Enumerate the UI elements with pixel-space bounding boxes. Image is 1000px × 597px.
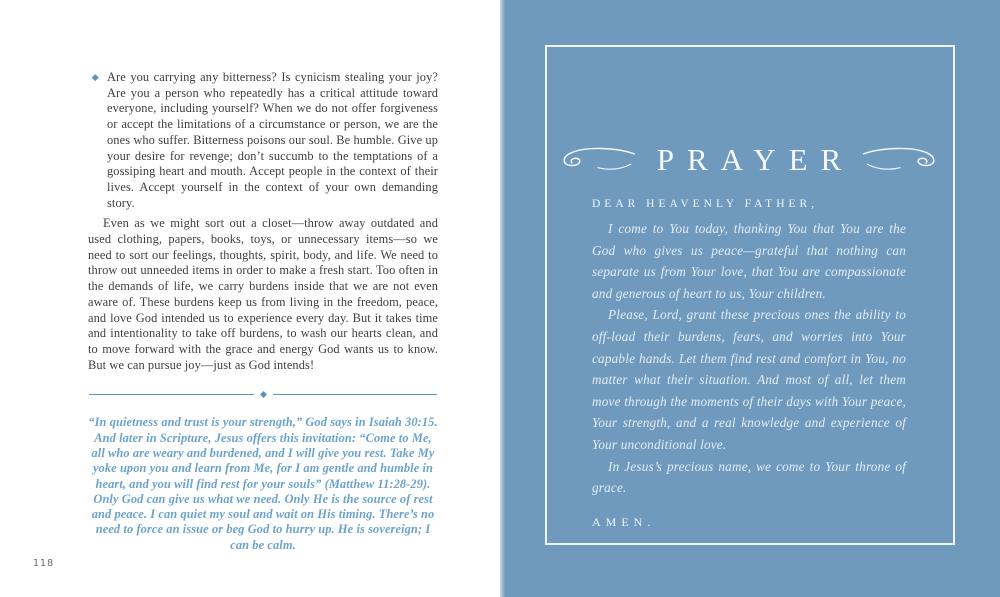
- bullet-diamond-icon: [92, 74, 98, 80]
- divider-line-right: [273, 394, 438, 395]
- bullet-paragraph-text: Are you carrying any bitterness? Is cynicism stealing your joy? Are you a person who repeatedly has a critical attitude toward everyone, including yourself? When we do not offer forgiveness or accept the limitations of a circumstance or person, we are the ones who suffer. Bitterness poisons our soul. Be humble. Give up your desire for revenge; don’t succumb to the temptations of a gossiping heart and mouth. Accept people in the context of their lives. Accept yourself in the context of your own demanding story.: [107, 70, 438, 210]
- prayer-title-row: [592, 140, 906, 178]
- divider-line-left: [89, 394, 254, 395]
- bullet-paragraph: [88, 70, 438, 211]
- left-page-text-column: [88, 70, 438, 565]
- section-divider: [89, 392, 437, 397]
- divider-diamond-icon: [259, 391, 266, 398]
- flourish-left-icon: [558, 144, 636, 174]
- prayer-title: PRAYER: [656, 141, 855, 177]
- scripture-quote-paragraph: “In quietness and trust is your strength,” God says in Isaiah 30:15. And later in Scripture, Jesus offers this invitation: “Come to Me, all who are weary and burdened, and I will give you rest. Take My yoke upon you and learn from Me, for I am gentle and humble in heart, and you will find rest for your souls” (Matthew 11:28-29). Only God can give us what we need. Only He is the source of rest and peace. I can quiet my soul and wait on His timing. There’s no need to force an issue or beg God to hurry up. He is sovereign; I can be calm.: [88, 415, 438, 552]
- prayer-amen: AMEN.: [592, 514, 656, 529]
- prayer-content: [592, 140, 906, 530]
- page-number: 118: [33, 558, 55, 569]
- body-paragraph: Even as we might sort out a closet—throw away outdated and used clothing, papers, books, toys, or unnecessary items—so we need to sort our feelings, thoughts, spirit, body, and life. We need to throw out unneeded items in order to make a fresh start. Too often in the demands of life, we carry burdens inside that we are not even aware of. These burdens keep us from living in the freedom, peace, and love God intended us to experience every day. But it takes time and intentionality to take off burdens, to wash our hearts clean, and to move forward with the grace and energy God wants us to know. But we can pursue joy—just as God intends!: [88, 216, 438, 372]
- prayer-paragraph: In Jesus’s precious name, we come to Your throne of grace.: [592, 458, 906, 496]
- prayer-paragraph: I come to You today, thanking You that You are the God who gives us peace—grateful that nothing can separate us from Your love, that You are compassionate and generous of heart to us, Your children.: [592, 221, 906, 301]
- right-page-prayer-panel: [500, 0, 1000, 597]
- flourish-right-icon: [862, 144, 940, 174]
- prayer-paragraph: Please, Lord, grant these precious ones the ability to off-load their burdens, fears, and worries into Your capable hands. Let them find rest and comfort in You, no matter what their situation. And most of all, let them move through the moments of their days with Your peace, Your strength, and a real knowledge and experience of Your unconditional love.: [592, 307, 906, 452]
- prayer-salutation: DEAR HEAVENLY FATHER,: [592, 198, 819, 210]
